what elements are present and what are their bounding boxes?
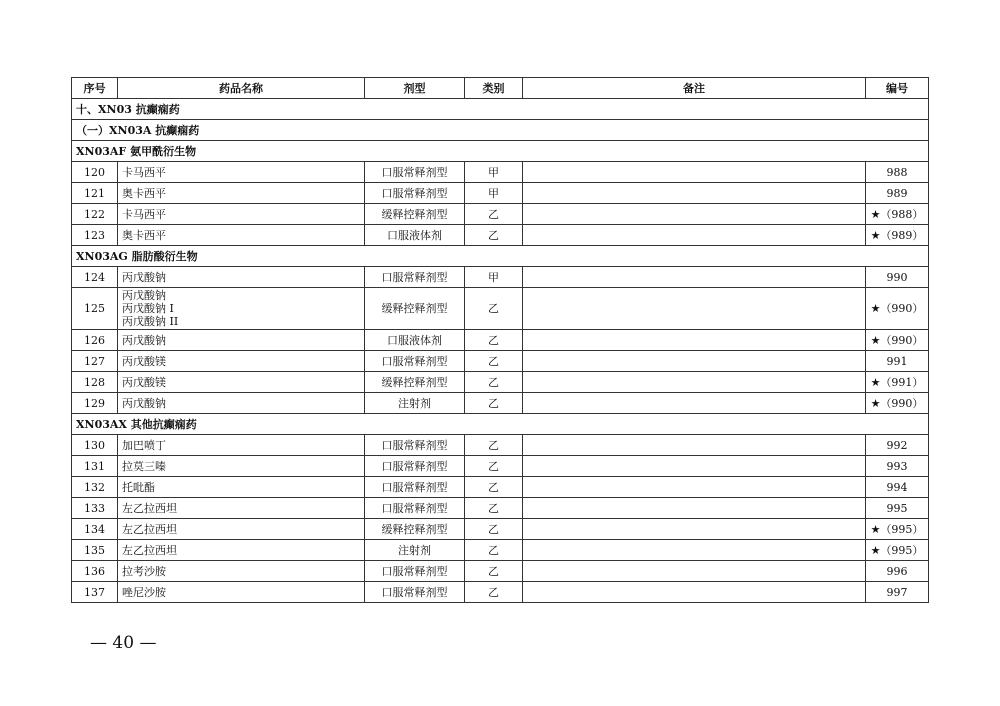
header-name: 药品名称 — [118, 78, 365, 99]
drug-code: ★（990） — [866, 288, 929, 330]
drug-category: 甲 — [465, 183, 523, 204]
drug-list-table — [71, 77, 929, 603]
row-number: 133 — [72, 498, 118, 519]
drug-name: 奥卡西平 — [118, 225, 365, 246]
drug-code: ★（989） — [866, 225, 929, 246]
row-number: 127 — [72, 351, 118, 372]
row-number: 124 — [72, 267, 118, 288]
table-row — [72, 204, 929, 225]
drug-category: 乙 — [465, 519, 523, 540]
header-code: 编号 — [866, 78, 929, 99]
section-title: XN03AF 氨甲酰衍生物 — [72, 141, 929, 162]
drug-category: 乙 — [465, 456, 523, 477]
remarks-cell — [523, 498, 866, 519]
table-row — [72, 372, 929, 393]
drug-name: 奥卡西平 — [118, 183, 365, 204]
drug-name: 丙戊酸镁 — [118, 351, 365, 372]
dosage-form: 口服常释剂型 — [365, 477, 465, 498]
header-no: 序号 — [72, 78, 118, 99]
row-number: 121 — [72, 183, 118, 204]
drug-code: 990 — [866, 267, 929, 288]
table-row — [72, 519, 929, 540]
drug-category: 乙 — [465, 393, 523, 414]
dosage-form: 口服液体剂 — [365, 330, 465, 351]
dosage-form: 口服常释剂型 — [365, 162, 465, 183]
drug-name: 卡马西平 — [118, 204, 365, 225]
table-header — [72, 78, 929, 99]
drug-name: 拉考沙胺 — [118, 561, 365, 582]
row-number: 131 — [72, 456, 118, 477]
table-row — [72, 225, 929, 246]
drug-code: 995 — [866, 498, 929, 519]
row-number: 122 — [72, 204, 118, 225]
dosage-form: 注射剂 — [365, 393, 465, 414]
drug-code: ★（988） — [866, 204, 929, 225]
remarks-cell — [523, 183, 866, 204]
table-body — [72, 99, 929, 603]
drug-code: 997 — [866, 582, 929, 603]
table-row — [72, 162, 929, 183]
drug-name: 加巴喷丁 — [118, 435, 365, 456]
drug-category: 乙 — [465, 372, 523, 393]
remarks-cell — [523, 582, 866, 603]
dosage-form: 口服常释剂型 — [365, 267, 465, 288]
drug-code: 989 — [866, 183, 929, 204]
drug-code: ★（990） — [866, 330, 929, 351]
table-row — [72, 351, 929, 372]
row-number: 134 — [72, 519, 118, 540]
drug-code: 993 — [866, 456, 929, 477]
table-row — [72, 477, 929, 498]
drug-name: 左乙拉西坦 — [118, 540, 365, 561]
drug-category: 乙 — [465, 498, 523, 519]
header-form: 剂型 — [365, 78, 465, 99]
drug-category: 甲 — [465, 267, 523, 288]
drug-category: 乙 — [465, 225, 523, 246]
row-number: 125 — [72, 288, 118, 330]
table-row — [72, 561, 929, 582]
drug-name: 左乙拉西坦 — [118, 519, 365, 540]
drug-category: 乙 — [465, 477, 523, 498]
table-row — [72, 183, 929, 204]
table-row — [72, 456, 929, 477]
dosage-form: 缓释控释剂型 — [365, 519, 465, 540]
remarks-cell — [523, 225, 866, 246]
drug-name: 丙戊酸镁 — [118, 372, 365, 393]
section-row — [72, 246, 929, 267]
table-row — [72, 393, 929, 414]
section-title: XN03AG 脂肪酸衍生物 — [72, 246, 929, 267]
drug-name-line: 丙戊酸钠 II — [122, 315, 179, 328]
remarks-cell — [523, 351, 866, 372]
drug-name: 左乙拉西坦 — [118, 498, 365, 519]
drug-name: 丙戊酸钠 — [118, 330, 365, 351]
remarks-cell — [523, 204, 866, 225]
section-row — [72, 141, 929, 162]
drug-name-line: 丙戊酸钠 — [122, 289, 166, 302]
remarks-cell — [523, 372, 866, 393]
drug-category: 乙 — [465, 204, 523, 225]
table-row — [72, 435, 929, 456]
row-number: 130 — [72, 435, 118, 456]
remarks-cell — [523, 393, 866, 414]
drug-category: 乙 — [465, 540, 523, 561]
row-number: 132 — [72, 477, 118, 498]
drug-name: 唑尼沙胺 — [118, 582, 365, 603]
drug-category: 甲 — [465, 162, 523, 183]
dosage-form: 缓释控释剂型 — [365, 372, 465, 393]
section-row — [72, 414, 929, 435]
drug-category: 乙 — [465, 288, 523, 330]
table-row — [72, 267, 929, 288]
drug-code: 991 — [866, 351, 929, 372]
row-number: 136 — [72, 561, 118, 582]
dosage-form: 口服常释剂型 — [365, 498, 465, 519]
drug-name: 拉莫三嗪 — [118, 456, 365, 477]
drug-code: 994 — [866, 477, 929, 498]
row-number: 126 — [72, 330, 118, 351]
dosage-form: 口服液体剂 — [365, 225, 465, 246]
dosage-form: 口服常释剂型 — [365, 435, 465, 456]
drug-name: 卡马西平 — [118, 162, 365, 183]
row-number: 137 — [72, 582, 118, 603]
drug-category: 乙 — [465, 435, 523, 456]
table-row — [72, 540, 929, 561]
drug-code: 988 — [866, 162, 929, 183]
dosage-form: 口服常释剂型 — [365, 561, 465, 582]
remarks-cell — [523, 162, 866, 183]
drug-name — [118, 288, 365, 330]
table-row — [72, 582, 929, 603]
remarks-cell — [523, 477, 866, 498]
table-row — [72, 288, 929, 330]
dosage-form: 缓释控释剂型 — [365, 288, 465, 330]
drug-name: 丙戊酸钠 — [118, 393, 365, 414]
remarks-cell — [523, 435, 866, 456]
drug-code: 996 — [866, 561, 929, 582]
drug-category: 乙 — [465, 351, 523, 372]
drug-category: 乙 — [465, 582, 523, 603]
remarks-cell — [523, 330, 866, 351]
row-number: 129 — [72, 393, 118, 414]
header-category: 类别 — [465, 78, 523, 99]
row-number: 120 — [72, 162, 118, 183]
drug-code: ★（995） — [866, 519, 929, 540]
remarks-cell — [523, 267, 866, 288]
page-number: — 40 — — [90, 633, 157, 653]
table-row — [72, 330, 929, 351]
drug-name: 丙戊酸钠 — [118, 267, 365, 288]
section-title: XN03AX 其他抗癫痫药 — [72, 414, 929, 435]
drug-code: ★（990） — [866, 393, 929, 414]
drug-name-line: 丙戊酸钠 I — [122, 302, 174, 315]
dosage-form: 口服常释剂型 — [365, 183, 465, 204]
drug-category: 乙 — [465, 330, 523, 351]
section-row — [72, 120, 929, 141]
drug-code: 992 — [866, 435, 929, 456]
row-number: 128 — [72, 372, 118, 393]
remarks-cell — [523, 288, 866, 330]
dosage-form: 缓释控释剂型 — [365, 204, 465, 225]
section-title: 十、XN03 抗癫痫药 — [72, 99, 929, 120]
dosage-form: 口服常释剂型 — [365, 582, 465, 603]
table-row — [72, 498, 929, 519]
remarks-cell — [523, 540, 866, 561]
row-number: 123 — [72, 225, 118, 246]
remarks-cell — [523, 456, 866, 477]
section-row — [72, 99, 929, 120]
dosage-form: 口服常释剂型 — [365, 456, 465, 477]
dosage-form: 口服常释剂型 — [365, 351, 465, 372]
drug-code: ★（991） — [866, 372, 929, 393]
dosage-form: 注射剂 — [365, 540, 465, 561]
remarks-cell — [523, 561, 866, 582]
section-title: （一）XN03A 抗癫痫药 — [72, 120, 929, 141]
row-number: 135 — [72, 540, 118, 561]
drug-name: 托吡酯 — [118, 477, 365, 498]
header-remarks: 备注 — [523, 78, 866, 99]
drug-code: ★（995） — [866, 540, 929, 561]
remarks-cell — [523, 519, 866, 540]
drug-category: 乙 — [465, 561, 523, 582]
